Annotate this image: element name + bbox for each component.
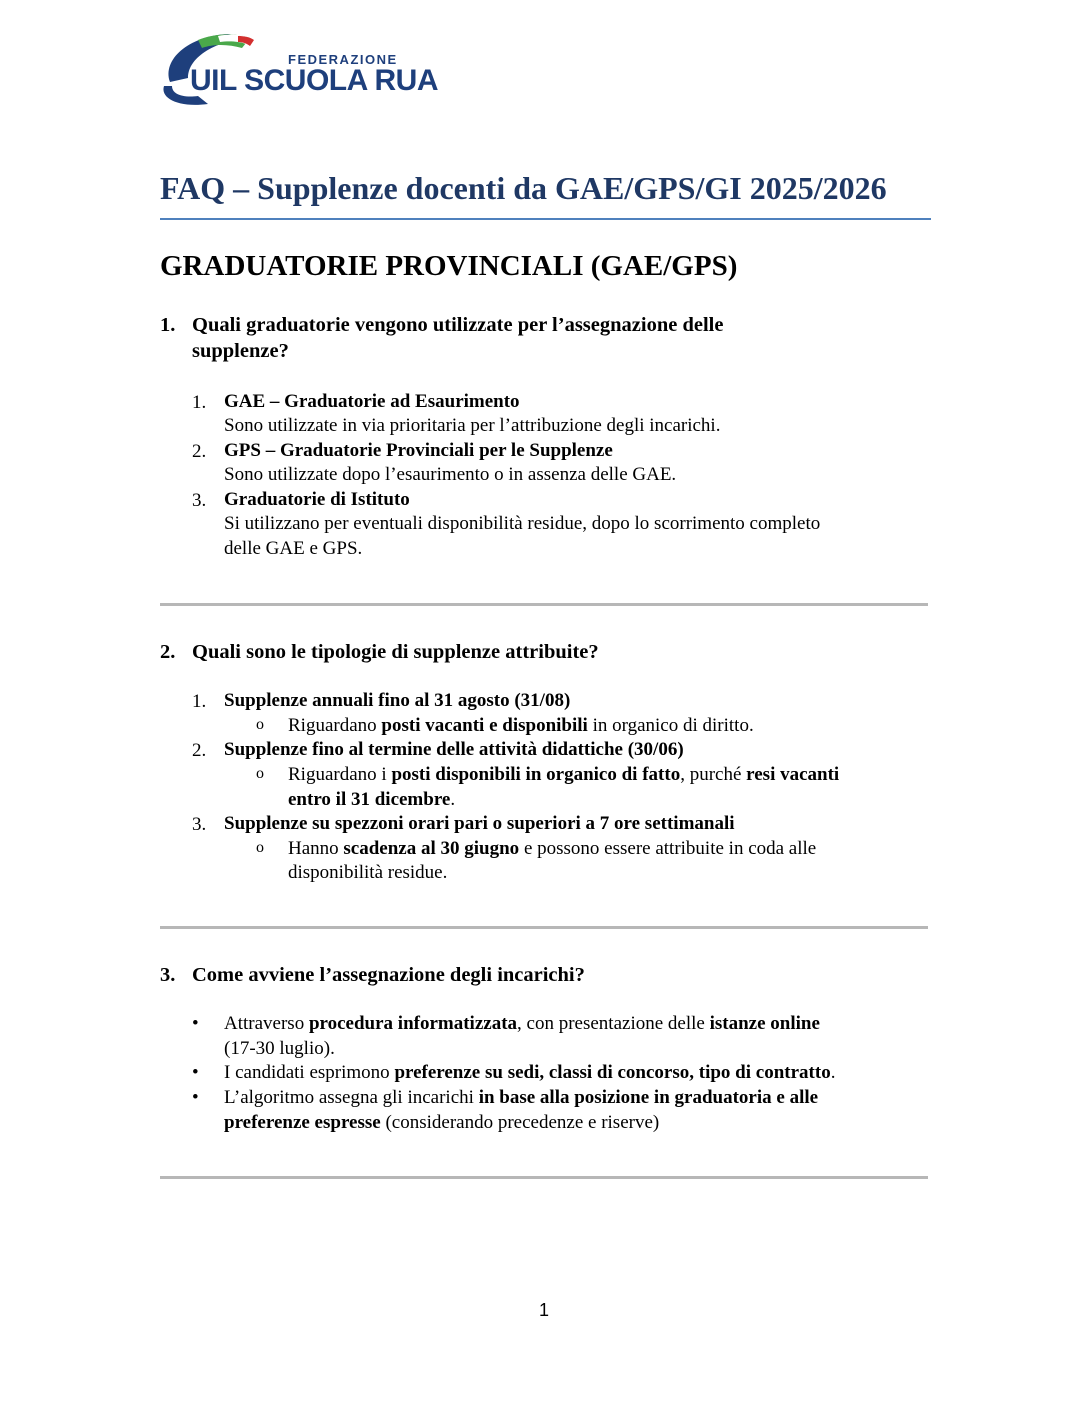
list-number: 2. [192,441,207,462]
question-number: 1. [160,314,176,336]
logo-brand: UIL SCUOLA RUA [190,64,438,97]
bullet-icon: • [192,1087,199,1108]
question-text-line1: Quali sono le tipologie di supplenze attribuite? [192,641,599,663]
list-number: 3. [192,490,207,511]
sub-item-text: Hanno scadenza al 30 giugno e possono essere attribuite in coda alle [288,838,817,859]
page-title: FAQ – Supplenze docenti da GAE/GPS/GI 2025/2026 [160,170,887,206]
question-2 [160,639,860,665]
sub-bullet-icon: o [256,839,264,856]
list-number: 1. [192,691,207,712]
list-number: 2. [192,740,207,761]
sub-bullet-icon: o [256,716,264,733]
bullet-icon: • [192,1062,199,1083]
section-heading: GRADUATORIE PROVINCIALI (GAE/GPS) [160,250,738,282]
list-item-title: Supplenze annuali fino al 31 agosto (31/08) [224,690,571,711]
bullet-text: Attraverso procedura informatizzata, con presentazione delle istanze online [224,1013,820,1034]
sub-item-text-cont: entro il 31 dicembre. [288,789,456,810]
question-1 [160,312,860,364]
logo-federazione: FEDERAZIONE [288,52,398,67]
bullet-icon: • [192,1013,199,1034]
question-text-line1: Come avviene l’assegnazione degli incarichi? [192,964,585,986]
sub-item-text: Riguardano i posti disponibili in organico di fatto, purché resi vacanti [288,764,840,785]
question-3 [160,962,860,988]
section-separator [160,603,928,606]
list-item-desc: Si utilizzano per eventuali disponibilità residue, dopo lo scorrimento completo [224,513,821,534]
list-item-title: Supplenze fino al termine delle attività didattiche (30/06) [224,739,684,760]
sub-bullet-icon: o [256,765,264,782]
list-item-desc: delle GAE e GPS. [224,538,363,559]
question-text-line1: Quali graduatorie vengono utilizzate per l’assegnazione delle [192,314,724,336]
bullet-text-cont: (17-30 luglio). [224,1038,335,1059]
sub-item-text-cont: disponibilità residue. [288,862,448,883]
list-number: 3. [192,814,207,835]
list-item-title: Graduatorie di Istituto [224,489,410,510]
list-item-desc: Sono utilizzate dopo l’esaurimento o in assenza delle GAE. [224,464,677,485]
question-number: 2. [160,641,176,663]
bullet-text: L’algoritmo assegna gli incarichi in base alla posizione in graduatoria e alle [224,1087,819,1108]
uil-scuola-logo [158,30,448,112]
list-item-title: GPS – Graduatorie Provinciali per le Supplenze [224,440,613,461]
section-separator [160,926,928,929]
section-separator [160,1176,928,1179]
bullet-text: I candidati esprimono preferenze su sedi, classi di concorso, tipo di contratto. [224,1062,836,1083]
question-number: 3. [160,964,176,986]
list-item-title: GAE – Graduatorie ad Esaurimento [224,391,520,412]
question-text-line2: supplenze? [192,340,289,362]
sub-item-text: Riguardano posti vacanti e disponibili in organico di diritto. [288,715,754,736]
page-number: 1 [538,1300,549,1320]
list-item-title: Supplenze su spezzoni orari pari o superiori a 7 ore settimanali [224,813,735,834]
title-rule [160,218,931,220]
bullet-text-cont: preferenze espresse (considerando precedenze e riserve) [224,1112,660,1133]
list-number: 1. [192,392,207,413]
list-item-desc: Sono utilizzate in via prioritaria per l’attribuzione degli incarichi. [224,415,721,436]
